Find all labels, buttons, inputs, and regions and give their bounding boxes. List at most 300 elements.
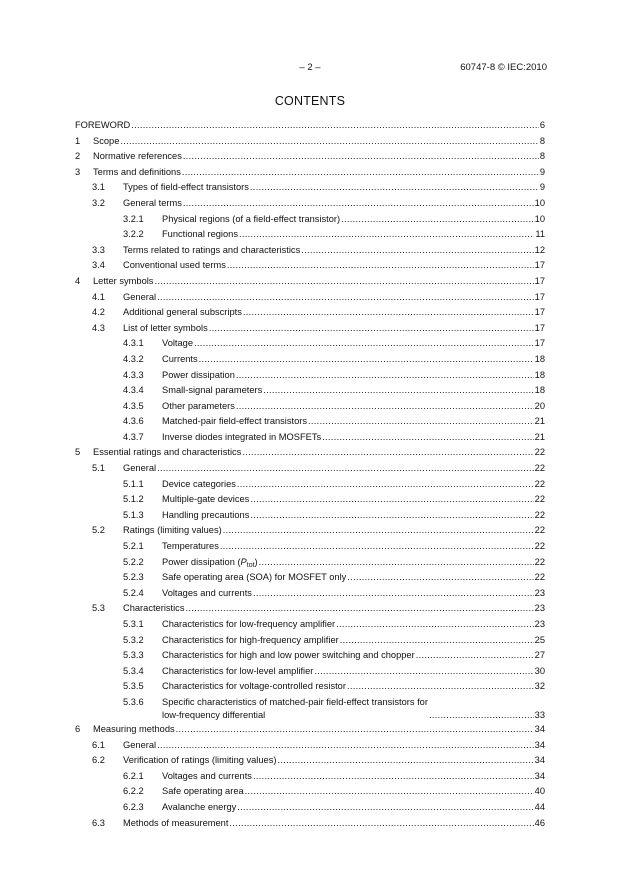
toc-entry[interactable] [75,368,545,384]
toc-entry[interactable] [75,800,545,816]
toc-entry-title[interactable] [93,165,181,181]
toc-entry-page[interactable]: 23 [534,619,545,629]
toc-entry[interactable] [75,784,545,800]
toc-dot-leader [301,243,533,259]
toc-entry-body [123,180,545,196]
toc-entry[interactable] [75,274,545,290]
toc-entry-page[interactable]: 34 [534,755,545,766]
toc-entry[interactable] [75,352,545,368]
toc-entry-title[interactable] [162,492,249,508]
toc-entry-title[interactable] [162,539,219,555]
toc-entry-title[interactable] [162,383,262,399]
toc-entry-number: 3.2.2 [123,229,144,240]
toc-entry-number: 6.1 [92,739,105,750]
toc-entry-number: 5.3.3 [123,650,144,661]
toc-entry-title[interactable] [123,305,242,321]
toc-entry[interactable] [75,477,545,493]
toc-entry-body [162,539,545,555]
toc-entry[interactable] [75,118,545,134]
toc-entry-page[interactable]: 40 [534,786,545,797]
toc-entry-page[interactable]: 10 [534,197,545,208]
toc-entry[interactable] [75,180,545,196]
toc-dot-leader [341,212,534,228]
toc-entry-title[interactable] [93,445,241,461]
toc-entry-title[interactable] [123,196,182,212]
toc-entry-title-text: Device categories [162,478,236,489]
toc-entry-number: 5.3 [92,603,105,614]
toc-entry-title[interactable] [93,149,182,165]
toc-entry[interactable] [75,414,545,430]
toc-entry-page[interactable]: 21 [534,431,545,442]
toc-entry-body [123,461,545,477]
toc-entry-page[interactable]: 46 [534,817,545,828]
toc-entry-number: 5.3.1 [123,619,144,629]
toc-entry-page[interactable]: 22 [534,525,545,536]
toc-entry-page[interactable]: 27 [534,650,545,661]
toc-entry[interactable] [75,648,545,664]
toc-entry-body [123,290,545,306]
toc-entry-number: 5.3.6 [123,696,144,707]
toc-dot-leader [239,227,534,243]
toc-dot-leader [250,492,533,508]
toc-entry-title-text: Essential ratings and characteristics [93,447,242,458]
toc-dot-leader [347,679,534,695]
toc-entry-page[interactable]: 20 [534,400,545,411]
toc-entry-title[interactable] [162,696,428,722]
toc-entry-number: 3 [75,166,81,177]
toc-entry-title-text: Voltage [162,338,194,349]
table-of-contents [75,118,545,831]
toc-entry-body [162,800,545,816]
toc-entry-title[interactable] [123,816,228,832]
toc-entry-body [93,445,545,461]
toc-entry-page[interactable]: 25 [534,634,545,645]
toc-entry-body [162,555,545,571]
toc-entry-page[interactable]: 30 [534,665,545,676]
toc-entry-title-text: Characteristics for high-frequency amplifier [162,634,339,645]
toc-entry-number: 6.2 [92,755,105,766]
toc-entry-body [123,196,545,212]
toc-entry-title[interactable] [93,274,153,290]
toc-entry-body [93,722,545,738]
toc-entry-page[interactable]: 17 [534,307,545,318]
toc-entry[interactable] [75,753,545,769]
toc-entry-title[interactable] [123,523,222,539]
toc-entry-number: 6 [75,723,81,734]
toc-entry[interactable] [75,722,545,738]
toc-entry-page[interactable]: 21 [534,416,545,427]
toc-entry[interactable] [75,664,545,680]
toc-entry-body [162,508,545,524]
toc-entry-number: 5.2.1 [123,541,144,552]
toc-entry-page[interactable]: 10 [534,213,545,224]
toc-entry-number: 5.2 [92,525,105,536]
toc-entry-body [162,336,545,352]
toc-dot-leader [183,196,534,212]
toc-entry-number: 6.2.3 [123,801,144,812]
toc-entry[interactable] [75,508,545,524]
toc-entry-page[interactable]: 32 [534,681,545,692]
toc-entry[interactable] [75,290,545,306]
toc-dot-leader [250,508,533,524]
toc-entry-symbol: P [240,556,247,567]
toc-entry-title[interactable] [123,461,156,477]
toc-entry-body [162,368,545,384]
toc-dot-leader [340,633,534,649]
toc-entry-title-text: Measuring methods [93,723,175,734]
toc-entry-title-text: Power dissipation ( [162,556,241,567]
toc-entry-number: 6.3 [92,817,105,828]
toc-entry[interactable] [75,461,545,477]
toc-entry-title[interactable] [162,586,252,602]
toc-dot-leader [194,336,534,352]
toc-entry-body [162,679,545,695]
toc-entry-title-text: General [123,739,157,750]
toc-dot-leader [227,258,534,274]
toc-entry[interactable] [75,601,545,617]
toc-entry-title[interactable] [162,508,249,524]
toc-entry[interactable] [75,679,545,695]
toc-dot-leader [237,800,533,816]
toc-entry-page[interactable]: 22 [534,463,545,474]
toc-entry-title-text: Small-signal parameters [162,385,263,396]
toc-entry-title[interactable] [162,648,415,664]
toc-dot-leader [245,784,534,800]
toc-entry-title-text: Verification of ratings (limiting values) [123,755,277,766]
toc-entry-body [123,816,545,832]
toc-entry-page[interactable]: 22 [534,447,545,458]
toc-entry-page[interactable]: 18 [534,385,545,396]
toc-entry-body [93,134,545,150]
toc-entry-number: 5.2.4 [123,587,144,598]
toc-entry-number: 4.3.7 [123,431,144,442]
toc-entry-number: 3.3 [92,244,105,255]
toc-entry-number: 5.3.2 [123,634,144,645]
toc-entry-title-text: Voltages and currents [162,770,252,781]
toc-entry-title[interactable] [162,368,235,384]
toc-entry-page[interactable]: 44 [534,801,545,812]
toc-entry-title[interactable] [123,180,249,196]
toc-entry-body [123,258,545,274]
standard-reference: 60747-8 © IEC:2010 [460,62,547,73]
toc-dot-leader [259,555,534,571]
toc-entry-body [162,399,545,415]
toc-entry-page[interactable]: 17 [534,338,545,349]
toc-dot-leader [242,445,533,461]
toc-entry-number: 5.1.2 [123,494,144,505]
toc-entry-page[interactable]: 11 [535,229,545,240]
toc-entry-title-text: Multiple-gate devices [162,494,250,505]
toc-dot-leader [157,290,534,306]
toc-entry[interactable] [75,523,545,539]
toc-entry[interactable] [75,769,545,785]
toc-entry[interactable] [75,430,545,446]
toc-entry-title[interactable] [162,555,258,571]
toc-entry-number: 5.3.5 [123,681,144,692]
toc-entry-number: 4.3.1 [123,338,144,349]
toc-entry-title-text: Safe operating area [162,786,244,797]
toc-dot-leader [237,477,534,493]
toc-entry[interactable] [75,196,545,212]
toc-entry[interactable] [75,539,545,555]
toc-entry-title-text: General [123,463,157,474]
toc-entry-title[interactable] [75,118,130,134]
toc-dot-leader [157,738,534,754]
toc-entry-title[interactable] [162,800,236,816]
toc-dot-leader [322,430,534,446]
toc-entry-body [162,227,545,243]
toc-entry-title[interactable] [123,321,208,337]
toc-entry-title-text: Characteristics for voltage-controlled resistor [162,681,346,692]
toc-entry-page[interactable]: 34 [534,723,545,734]
toc-entry-title-text: Other parameters [162,400,235,411]
toc-entry[interactable] [75,555,545,571]
toc-entry-page[interactable]: 22 [534,478,545,489]
toc-dot-leader [429,709,534,722]
toc-entry[interactable] [75,695,545,722]
toc-entry-number: 4.3.3 [123,369,144,380]
toc-entry[interactable] [75,212,545,228]
toc-entry-title[interactable] [162,212,340,228]
toc-entry-title[interactable] [162,336,193,352]
toc-entry-page[interactable]: 8 [539,151,545,162]
toc-dot-leader [336,617,534,633]
toc-entry-number: 4 [75,275,81,286]
toc-entry[interactable] [75,165,545,181]
toc-entry-body [123,753,545,769]
toc-entry-page[interactable]: 9 [539,166,545,177]
toc-dot-leader [223,523,534,539]
toc-entry-title-text: Inverse diodes integrated in MOSFETs [162,431,322,442]
toc-entry-title[interactable] [162,399,235,415]
toc-entry-body [123,738,545,754]
toc-entry-page[interactable]: 17 [534,291,545,302]
toc-entry-number: 6.2.1 [123,770,144,781]
toc-entry[interactable] [75,633,545,649]
toc-entry[interactable] [75,336,545,352]
toc-entry-title-end: ) [254,556,258,567]
toc-entry-title-text: Characteristics for high and low power switching and chopper [162,650,415,661]
toc-entry-title-text: Conventional used terms [123,260,226,271]
toc-entry-subscript: tot [246,561,255,569]
toc-dot-leader [131,118,539,134]
toc-dot-leader [229,816,533,832]
toc-entry-page[interactable]: 34 [534,770,545,781]
toc-entry-page[interactable]: 17 [534,322,545,333]
toc-entry-page[interactable]: 17 [534,275,545,286]
toc-dot-leader [199,352,534,368]
toc-entry-title-text: FOREWORD [75,120,131,130]
toc-entry-body [162,570,545,586]
toc-entry-title-text: Scope [93,135,120,146]
toc-entry-number: 4.1 [92,291,105,302]
toc-entry-title[interactable] [162,617,335,633]
toc-entry[interactable] [75,492,545,508]
toc-dot-leader [416,648,534,664]
toc-dot-leader [253,586,534,602]
toc-entry-body [162,352,545,368]
toc-entry[interactable] [75,149,545,165]
toc-entry-title[interactable] [162,769,252,785]
toc-entry-page[interactable]: 22 [534,509,545,520]
toc-entry-body [162,769,545,785]
toc-entry-title[interactable] [162,430,321,446]
toc-entry-page[interactable]: 33 [534,709,545,720]
toc-entry[interactable] [75,258,545,274]
toc-entry-number: 4.3.5 [123,400,144,411]
toc-entry-title-text: General terms [123,197,182,208]
toc-entry[interactable] [75,383,545,399]
toc-entry-title[interactable] [123,258,226,274]
toc-entry[interactable] [75,243,545,259]
toc-entry-body [93,274,545,290]
toc-entry-body [123,305,545,321]
toc-entry-title[interactable] [93,722,175,738]
toc-entry-page[interactable]: 22 [534,494,545,505]
toc-entry-number: 5.1.1 [123,478,144,489]
toc-entry-body [162,617,545,633]
toc-entry-title-text: Avalanche energy [162,801,237,812]
toc-entry-page[interactable]: 23 [534,603,545,614]
toc-dot-leader [183,149,539,165]
toc-entry-title-text: Letter symbols [93,275,154,286]
toc-dot-leader [277,753,533,769]
toc-entry-title-text: Terms and definitions [93,166,181,177]
toc-entry-page[interactable]: 22 [534,556,545,567]
toc-entry[interactable] [75,305,545,321]
toc-entry-body [162,648,545,664]
toc-dot-leader [250,180,539,196]
toc-entry[interactable] [75,134,545,150]
toc-entry[interactable] [75,227,545,243]
toc-entry-title[interactable] [123,290,156,306]
toc-entry[interactable] [75,738,545,754]
toc-entry-body [162,477,545,493]
toc-entry-body [162,695,545,722]
toc-dot-leader [154,274,533,290]
toc-entry-page[interactable]: 22 [534,572,545,583]
toc-dot-leader [236,399,534,415]
toc-entry[interactable] [75,399,545,415]
toc-entry-title-text: General [123,291,157,302]
toc-entry-number: 4.2 [92,307,105,318]
toc-entry-title-text: Power dissipation [162,369,235,380]
toc-dot-leader [253,769,534,785]
toc-entry-title[interactable] [162,633,339,649]
page-number: – 2 – [299,62,321,73]
toc-dot-leader [308,414,534,430]
toc-entry-number: 6.2.2 [123,786,144,797]
toc-entry[interactable] [75,570,545,586]
toc-entry-page[interactable]: 9 [539,182,545,193]
toc-entry[interactable] [75,617,545,633]
toc-entry-number: 3.1 [92,182,105,193]
toc-entry-title-text: Matched-pair field-effect transistors [162,416,308,427]
toc-entry-title-text: Physical regions (of a field-effect transistor) [162,213,341,224]
toc-entry-title-line: low-frequency differential [162,709,266,720]
toc-entry-title-text: Functional regions [162,229,238,240]
toc-entry-body [162,586,545,602]
toc-dot-leader [220,539,534,555]
toc-entry-page[interactable]: 34 [534,739,545,750]
page-title: CONTENTS [274,94,346,108]
toc-entry-number: 4.3.6 [123,416,144,427]
toc-entry-title-text: Additional general subscripts [123,307,242,318]
toc-entry-body [162,784,545,800]
toc-entry-title[interactable] [162,477,236,493]
toc-entry-page[interactable]: 18 [534,369,545,380]
toc-entry-page[interactable]: 17 [534,260,545,271]
toc-entry-number: 2 [75,151,81,162]
toc-entry-body [75,118,545,134]
toc-entry-number: 5.1.3 [123,509,144,520]
toc-entry-page[interactable]: 22 [534,541,545,552]
toc-entry-title-text: Terms related to ratings and characteristics [123,244,301,255]
toc-dot-leader [243,305,534,321]
toc-entry-number: 4.3.2 [123,353,144,364]
toc-entry-page[interactable]: 8 [539,135,545,146]
toc-entry-title[interactable] [162,352,198,368]
toc-entry-title-text: Voltages and currents [162,587,252,598]
toc-entry-title[interactable] [93,134,119,150]
toc-entry-title[interactable] [123,738,156,754]
toc-entry-body [162,430,545,446]
toc-entry-number: 3.2 [92,197,105,208]
toc-entry-page[interactable]: 12 [534,244,545,255]
toc-entry-title-text: Characteristics for low-level amplifier [162,665,314,676]
toc-entry-title-line: Specific characteristics of matched-pair field-effect transistors for [162,696,428,707]
toc-entry-title-text: Characteristics for low-frequency amplifier [162,619,336,629]
toc-dot-leader [236,368,534,384]
toc-entry-number: 4.3 [92,322,105,333]
toc-dot-leader [157,461,534,477]
toc-entry-title[interactable] [162,664,313,680]
toc-entry-title-text: Temperatures [162,541,219,552]
toc-dot-leader [347,570,533,586]
toc-entry-title[interactable] [162,570,346,586]
toc-entry-title[interactable] [123,753,276,769]
toc-entry-title[interactable] [162,227,238,243]
toc-entry[interactable] [75,321,545,337]
toc-entry[interactable] [75,445,545,461]
toc-entry-title[interactable] [162,414,307,430]
toc-entry[interactable] [75,586,545,602]
toc-dot-leader [182,165,539,181]
toc-entry[interactable] [75,816,545,832]
toc-entry-number: 5.2.2 [123,556,144,567]
toc-entry-title-text: Safe operating area (SOA) for MOSFET only [162,572,347,583]
toc-entry-body [93,165,545,181]
toc-entry-number: 4.3.4 [123,385,144,396]
toc-entry-body [162,664,545,680]
toc-entry-title-text: List of letter symbols [123,322,208,333]
toc-entry-title[interactable] [123,601,184,617]
toc-entry-title[interactable] [162,784,244,800]
toc-entry-title-text: Normative references [93,151,182,162]
toc-entry-number: 5 [75,447,81,458]
toc-entry-body [93,149,545,165]
toc-entry-body [162,492,545,508]
toc-entry-title-text: Types of field-effect transistors [123,182,249,193]
toc-entry-title[interactable] [123,243,300,259]
toc-entry-title[interactable] [162,679,346,695]
toc-dot-leader [314,664,533,680]
toc-entry-page[interactable]: 23 [534,587,545,598]
toc-entry-number: 5.2.3 [123,572,144,583]
toc-entry-page[interactable]: 18 [534,353,545,364]
toc-entry-title-text: Ratings (limiting values) [123,525,222,536]
toc-entry-page[interactable]: 6 [539,120,545,130]
